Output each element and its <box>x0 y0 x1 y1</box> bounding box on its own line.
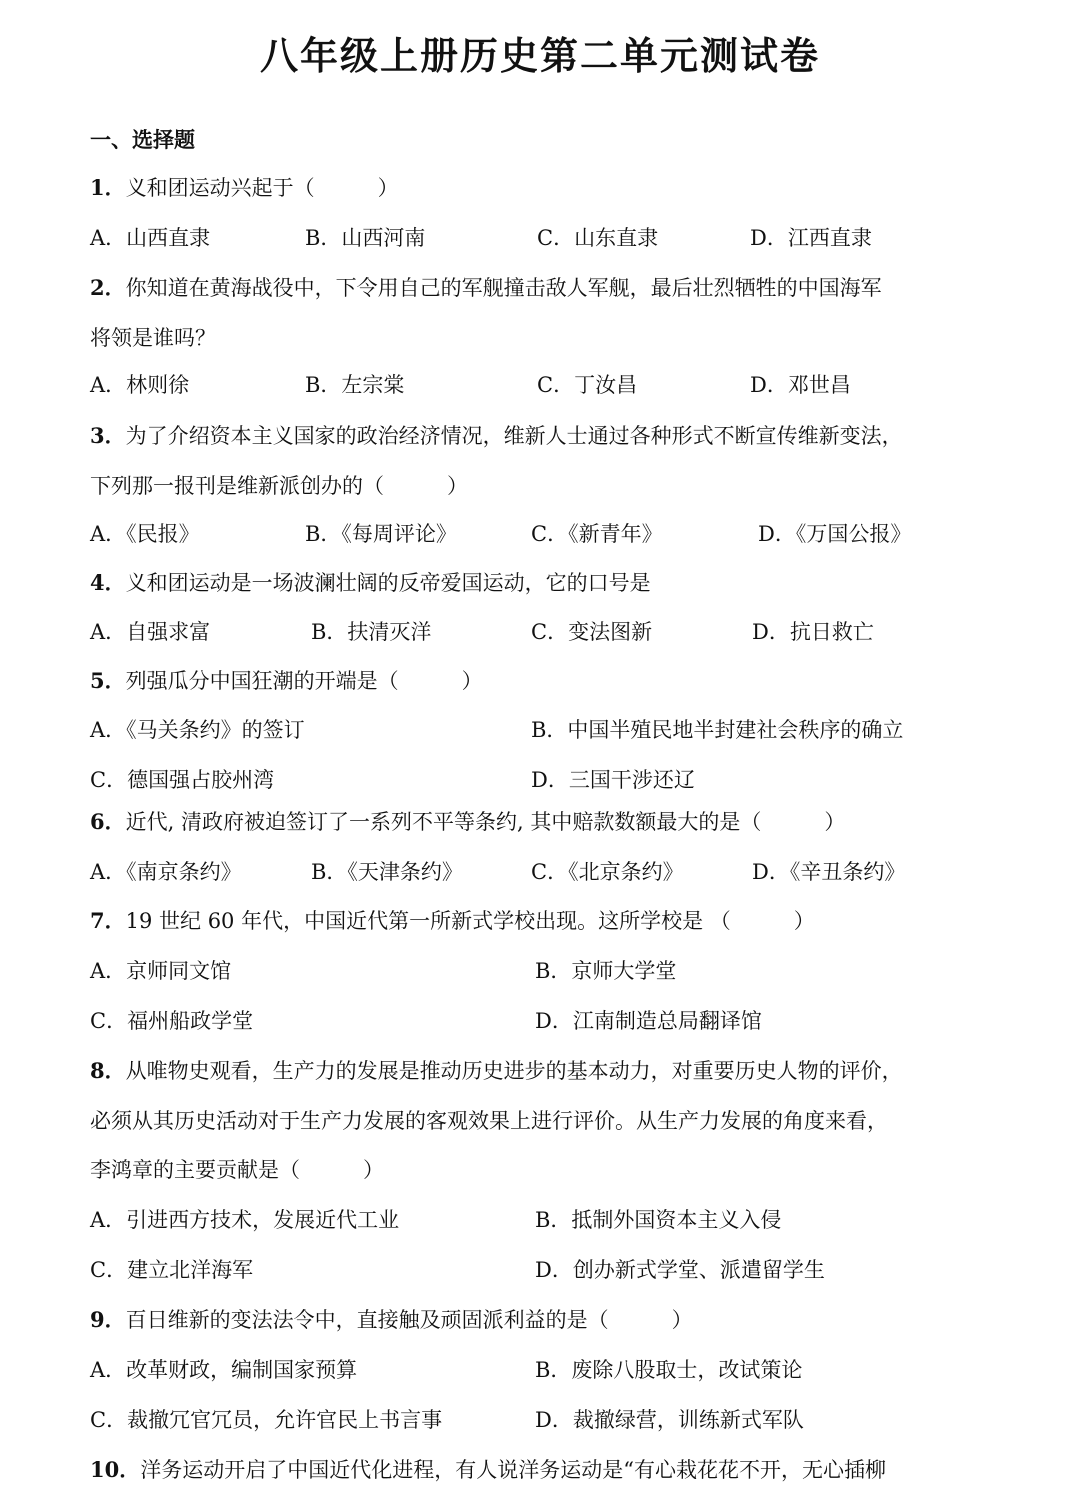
question-6-line-1 <box>90 806 990 838</box>
question-3-line-2 <box>90 470 990 502</box>
question-text: 列强瓜分中国狂潮的开端是（ ） <box>125 669 483 693</box>
question-8-option-a: A．引进西方技术，发展近代工业 <box>90 1208 400 1232</box>
question-7-option-a: A．京师同文馆 <box>90 959 232 983</box>
question-text: 李鸿章的主要贡献是（ ） <box>90 1158 384 1182</box>
question-text: 百日维新的变法法令中，直接触及顽固派利益的是（ ） <box>125 1308 693 1332</box>
question-6-option-a: A．《南京条约》 <box>90 860 242 884</box>
question-1-option-b: B．山西河南 <box>305 226 426 250</box>
question-text: 义和团运动兴起于（ ） <box>125 176 399 200</box>
question-number: 2． <box>90 275 126 300</box>
question-number: 4． <box>90 570 126 595</box>
question-text: 近代, 清政府被迫签订了一系列不平等条约, 其中赔款数额最大的是（ ） <box>125 810 846 834</box>
question-5-option-d: D．三国干涉还辽 <box>531 768 695 792</box>
question-6-option-c: C．《北京条约》 <box>531 860 684 884</box>
question-text: 将领是谁吗？ <box>90 326 216 350</box>
question-4-option-b: B．扶清灭洋 <box>311 620 432 644</box>
question-text: 洋务运动开启了中国近代化进程，有人说洋务运动是“有心栽花花不开，无心插柳 <box>140 1458 886 1482</box>
question-number: 9． <box>90 1307 126 1332</box>
question-6-option-b: B．《天津条约》 <box>311 860 463 884</box>
question-number: 10． <box>90 1457 141 1482</box>
question-8-option-b: B．抵制外国资本主义入侵 <box>535 1208 782 1232</box>
question-2-option-b: B．左宗棠 <box>305 373 405 397</box>
question-text: 必须从其历史活动对于生产力发展的客观效果上进行评价。从生产力发展的角度来看， <box>90 1109 888 1133</box>
question-7-option-d: D．江南制造总局翻译馆 <box>535 1009 762 1033</box>
question-9-option-a: A．改革财政，编制国家预算 <box>90 1358 358 1382</box>
question-1-line-1 <box>90 172 990 204</box>
question-number: 8． <box>90 1058 126 1083</box>
question-9-option-c: C．裁撤冗官冗员，允许官民上书言事 <box>90 1408 443 1432</box>
question-8-option-c: C．建立北洋海军 <box>90 1258 254 1282</box>
question-number: 1． <box>90 175 126 200</box>
question-8-line-1 <box>90 1055 990 1087</box>
question-6-option-d: D．《辛丑条约》 <box>752 860 906 884</box>
question-7-line-1 <box>90 905 990 937</box>
question-number: 3． <box>90 423 126 448</box>
question-text: 义和团运动是一场波澜壮阔的反帝爱国运动，它的口号是 <box>125 571 651 595</box>
question-2-option-c: C．丁汝昌 <box>537 373 638 397</box>
question-text: 19 世纪 60 年代，中国近代第一所新式学校出现。这所学校是 （ ） <box>125 909 815 933</box>
question-5-option-a: A．《马关条约》的签订 <box>90 718 305 742</box>
question-1-option-c: C．山东直隶 <box>537 226 659 250</box>
question-2-line-1 <box>90 272 990 304</box>
question-1-option-a: A．山西直隶 <box>90 226 211 250</box>
question-text: 为了介绍资本主义国家的政治经济情况，维新人士通过各种形式不断宣传维新变法， <box>125 424 903 448</box>
question-4-line-1 <box>90 567 990 599</box>
question-5-line-1 <box>90 665 990 697</box>
question-8-line-2 <box>90 1105 990 1137</box>
question-text: 从唯物史观看，生产力的发展是推动历史进步的基本动力，对重要历史人物的评价， <box>125 1059 903 1083</box>
question-7-option-c: C．福州船政学堂 <box>90 1009 254 1033</box>
question-8-option-d: D．创办新式学堂、派遣留学生 <box>535 1258 825 1282</box>
question-text: 下列那一报刊是维新派创办的（ ） <box>90 474 468 498</box>
question-number: 7． <box>90 908 126 933</box>
question-10-line-1 <box>90 1454 990 1486</box>
question-3-option-c: C．《新青年》 <box>531 522 663 546</box>
question-8-line-3 <box>90 1154 990 1186</box>
question-5-option-c: C．德国强占胶州湾 <box>90 768 275 792</box>
question-number: 5． <box>90 668 126 693</box>
question-3-line-1 <box>90 420 990 452</box>
question-number: 6． <box>90 809 126 834</box>
question-text: 你知道在黄海战役中，下令用自己的军舰撞击敌人军舰，最后壮烈牺牲的中国海军 <box>125 276 882 300</box>
question-3-option-b: B．《每周评论》 <box>305 522 457 546</box>
question-4-option-a: A．自强求富 <box>90 620 211 644</box>
question-2-line-2 <box>90 322 990 354</box>
page-title: 八年级上册历史第二单元测试卷 <box>259 34 820 78</box>
question-7-option-b: B．京师大学堂 <box>535 959 677 983</box>
question-4-option-c: C．变法图新 <box>531 620 653 644</box>
question-9-option-d: D．裁撤绿营，训练新式军队 <box>535 1408 804 1432</box>
question-3-option-d: D．《万国公报》 <box>758 522 912 546</box>
question-1-option-d: D．江西直隶 <box>750 226 872 250</box>
question-2-option-a: A．林则徐 <box>90 373 190 397</box>
question-3-option-a: A．《民报》 <box>90 522 200 546</box>
question-5-option-b: B．中国半殖民地半封建社会秩序的确立 <box>531 718 904 742</box>
question-4-option-d: D．抗日救亡 <box>752 620 874 644</box>
section-heading: 一、选择题 <box>90 128 195 152</box>
question-2-option-d: D．邓世昌 <box>750 373 851 397</box>
question-9-line-1 <box>90 1304 990 1336</box>
question-9-option-b: B．废除八股取士，改试策论 <box>535 1358 803 1382</box>
